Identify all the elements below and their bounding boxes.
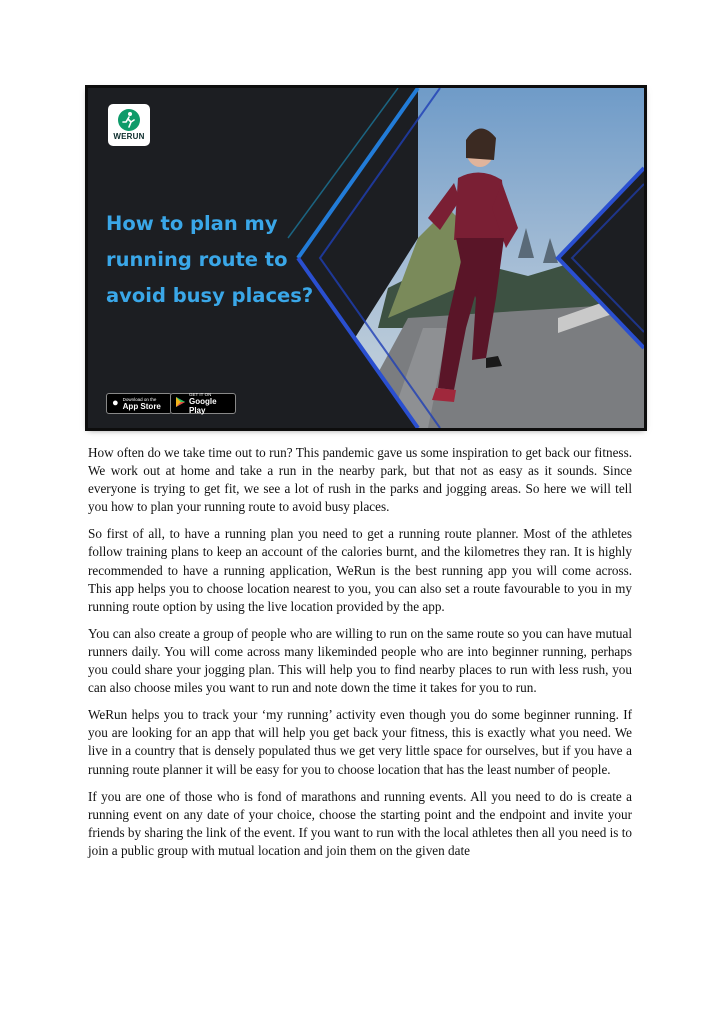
google-play-label: Google Play (189, 397, 217, 415)
play-icon (176, 397, 185, 410)
paragraph: So first of all, to have a running plan you need to get a running route planner. Most of the athletes follow training plans to keep an account of the calories burnt, and the kilometres they ran. It is highly recommended to have a running application, WeRun is the best running app you will come across. This app helps you to choose location nearest to you, you can also set a route favourable to you in my running route option by using the live location provided by the app. (88, 526, 632, 614)
apple-icon: ● (112, 397, 119, 409)
app-store-small-text: Download on the (122, 396, 157, 402)
logo-wordmark: WERUN (113, 132, 145, 141)
paragraph: You can also create a group of people who are willing to run on the same route so you can have mutual runners daily. You will come across many likeminded people who are into beginner running, perhaps you could share your jogging plan. This will help you to find nearby places to run with less rush, you can also choose miles you want to run and note down the time it takes for you to run. (88, 625, 632, 696)
paragraph: WeRun helps you to track your ‘my running’ activity even though you do some beginner running. If you are looking for an app that will help you get back your fitness, this is exactly what you need. We live in a country that is densely populated thus we get very little space for ourselves, but if you have a running route planner it will be easy for you to choose location that has the least number of people. (88, 707, 632, 777)
app-store-label: App Store (122, 401, 161, 411)
paragraph: How often do we take time out to run? This pandemic gave us some inspiration to get back our fitness. We work out at home and take a run in the nearby park, but that not as easy as it sounds. Since everyone is trying to get fit, we see a lot of rush in the parks and jogging areas. So here we will tell you how to plan your running route to avoid busy places. (88, 445, 632, 515)
hero-banner (88, 88, 644, 428)
article-body (88, 444, 632, 869)
paragraph: If you are one of those who is fond of marathons and running events. All you need to do is create a running event on any date of your choice, choose the starting point and the endpoint and invite your friends by sharing the link of the event. If you want to run with the local athletes then all you need is to join a public group with mutual location and join them on the given date (88, 788, 632, 858)
headline-line: avoid busy places? (106, 284, 314, 307)
werun-logo (108, 104, 150, 146)
google-play-badge[interactable] (170, 393, 236, 414)
banner-headline (106, 206, 336, 314)
headline-line: running route to (106, 248, 288, 271)
app-store-badge[interactable] (106, 393, 172, 414)
google-play-small-text: GET IT ON (189, 392, 212, 397)
runner-icon (118, 109, 140, 131)
headline-line: How to plan my (106, 212, 278, 235)
